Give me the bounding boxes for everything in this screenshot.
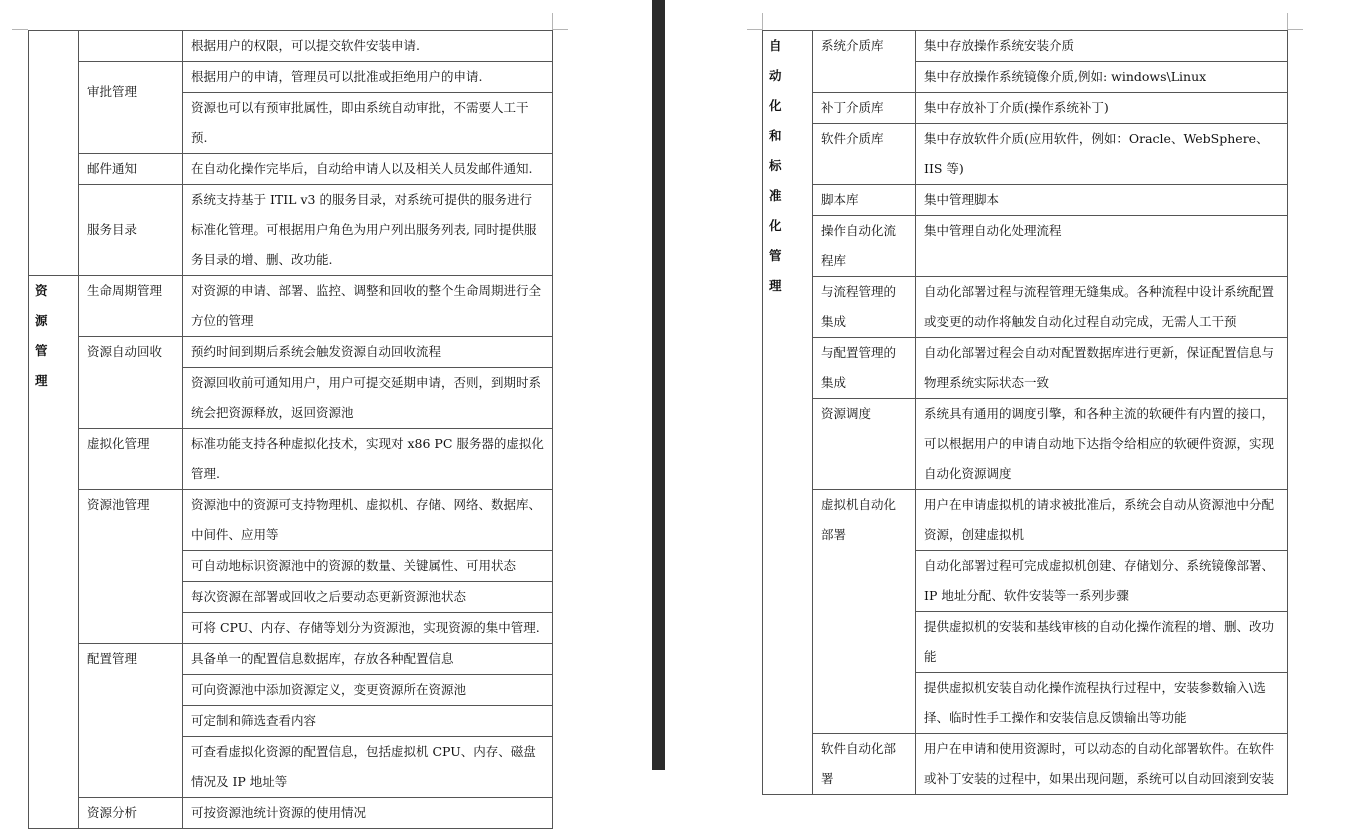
page-divider <box>652 0 665 770</box>
description-cell: 可向资源池中添加资源定义，变更资源所在资源池 <box>183 675 553 706</box>
description-cell: 每次资源在部署或回收之后要动态更新资源池状态 <box>183 582 553 613</box>
category-cell: 资源管理 <box>29 276 79 829</box>
description-cell: 根据用户的权限，可以提交软件安装申请. <box>183 31 553 62</box>
description-cell: 自动化部署过程与流程管理无缝集成。各种流程中设计系统配置或变更的动作将触发自动化过程自动完成，无需人工干预 <box>916 277 1288 338</box>
description-cell: 用户在申请虚拟机的请求被批准后，系统会自动从资源池中分配资源，创建虚拟机 <box>916 490 1288 551</box>
category-cell: 自动化和标准化管理 <box>763 31 813 795</box>
description-cell: 集中存放操作系统镜像介质,例如: windows\Linux <box>916 62 1288 93</box>
description-cell: 可按资源池统计资源的使用情况 <box>183 798 553 829</box>
crop-mark <box>747 29 763 30</box>
feature-cell: 虚拟机自动化部署 <box>813 490 916 734</box>
feature-cell: 与流程管理的集成 <box>813 277 916 338</box>
feature-cell-empty <box>79 31 183 62</box>
feature-cell: 资源池管理 <box>79 490 183 644</box>
crop-mark <box>552 13 553 29</box>
feature-cell: 配置管理 <box>79 644 183 798</box>
description-cell: 系统支持基于 ITIL v3 的服务目录，对系统可提供的服务进行标准化管理。可根据用户角色为用户列出服务列表, 同时提供服务目录的增、删、改功能. <box>183 185 553 276</box>
description-cell: 提供虚拟机安装自动化操作流程执行过程中，安装参数输入\选择、临时性手工操作和安装信息反馈输出等功能 <box>916 673 1288 734</box>
crop-mark <box>762 13 763 29</box>
description-cell: 具备单一的配置信息数据库，存放各种配置信息 <box>183 644 553 675</box>
description-cell: 提供虚拟机的安装和基线审核的自动化操作流程的增、删、改功能 <box>916 612 1288 673</box>
feature-cell: 生命周期管理 <box>79 276 183 337</box>
feature-cell: 资源自动回收 <box>79 337 183 429</box>
description-cell: 集中存放软件介质(应用软件，例如：Oracle、WebSphere、IIS 等) <box>916 124 1288 185</box>
description-cell: 可自动地标识资源池中的资源的数量、关键属性、可用状态 <box>183 551 553 582</box>
crop-mark <box>12 29 28 30</box>
right-feature-table <box>762 30 1288 795</box>
crop-mark <box>1287 29 1303 30</box>
description-cell: 在自动化操作完毕后，自动给申请人以及相关人员发邮件通知. <box>183 154 553 185</box>
crop-mark <box>1287 13 1288 29</box>
category-cell-empty <box>29 31 79 276</box>
description-cell: 根据用户的申请，管理员可以批准或拒绝用户的申请. <box>183 62 553 93</box>
description-cell: 可查看虚拟化资源的配置信息，包括虚拟机 CPU、内存、磁盘情况及 IP 地址等 <box>183 737 553 798</box>
description-cell: 用户在申请和使用资源时，可以动态的自动化部署软件。在软件或补丁安装的过程中，如果出现问题，系统可以自动回滚到安装 <box>916 734 1288 795</box>
left-page <box>0 0 652 820</box>
feature-cell: 软件自动化部署 <box>813 734 916 795</box>
feature-cell: 资源调度 <box>813 399 916 490</box>
description-cell: 对资源的申请、部署、监控、调整和回收的整个生命周期进行全方位的管理 <box>183 276 553 337</box>
description-cell: 集中管理自动化处理流程 <box>916 216 1288 277</box>
description-cell: 可将 CPU、内存、存储等划分为资源池，实现资源的集中管理. <box>183 613 553 644</box>
description-cell: 自动化部署过程会自动对配置数据库进行更新，保证配置信息与物理系统实际状态一致 <box>916 338 1288 399</box>
right-page <box>665 0 1352 786</box>
description-cell: 集中存放操作系统安装介质 <box>916 31 1288 62</box>
feature-cell: 邮件通知 <box>79 154 183 185</box>
feature-cell: 系统介质库 <box>813 31 916 93</box>
crop-mark <box>552 29 568 30</box>
feature-cell: 虚拟化管理 <box>79 429 183 490</box>
description-cell: 资源也可以有预审批属性，即由系统自动审批，不需要人工干预. <box>183 93 553 154</box>
feature-cell: 审批管理 <box>79 62 183 154</box>
description-cell: 集中管理脚本 <box>916 185 1288 216</box>
description-cell: 自动化部署过程可完成虚拟机创建、存储划分、系统镜像部署、IP 地址分配、软件安装等一系列步骤 <box>916 551 1288 612</box>
left-feature-table <box>28 30 553 829</box>
description-cell: 可定制和筛选查看内容 <box>183 706 553 737</box>
feature-cell: 脚本库 <box>813 185 916 216</box>
description-cell: 集中存放补丁介质(操作系统补丁) <box>916 93 1288 124</box>
description-cell: 资源回收前可通知用户，用户可提交延期申请，否则，到期时系统会把资源释放，返回资源池 <box>183 368 553 429</box>
description-cell: 系统具有通用的调度引擎，和各种主流的软硬件有内置的接口，可以根据用户的申请自动地下达指令给相应的软硬件资源，实现自动化资源调度 <box>916 399 1288 490</box>
description-cell: 标准功能支持各种虚拟化技术，实现对 x86 PC 服务器的虚拟化管理. <box>183 429 553 490</box>
feature-cell: 操作自动化流程库 <box>813 216 916 277</box>
feature-cell: 软件介质库 <box>813 124 916 185</box>
feature-cell: 补丁介质库 <box>813 93 916 124</box>
feature-cell: 服务目录 <box>79 185 183 276</box>
description-cell: 资源池中的资源可支持物理机、虚拟机、存储、网络、数据库、中间件、应用等 <box>183 490 553 551</box>
description-cell: 预约时间到期后系统会触发资源自动回收流程 <box>183 337 553 368</box>
feature-cell: 资源分析 <box>79 798 183 829</box>
feature-cell: 与配置管理的集成 <box>813 338 916 399</box>
